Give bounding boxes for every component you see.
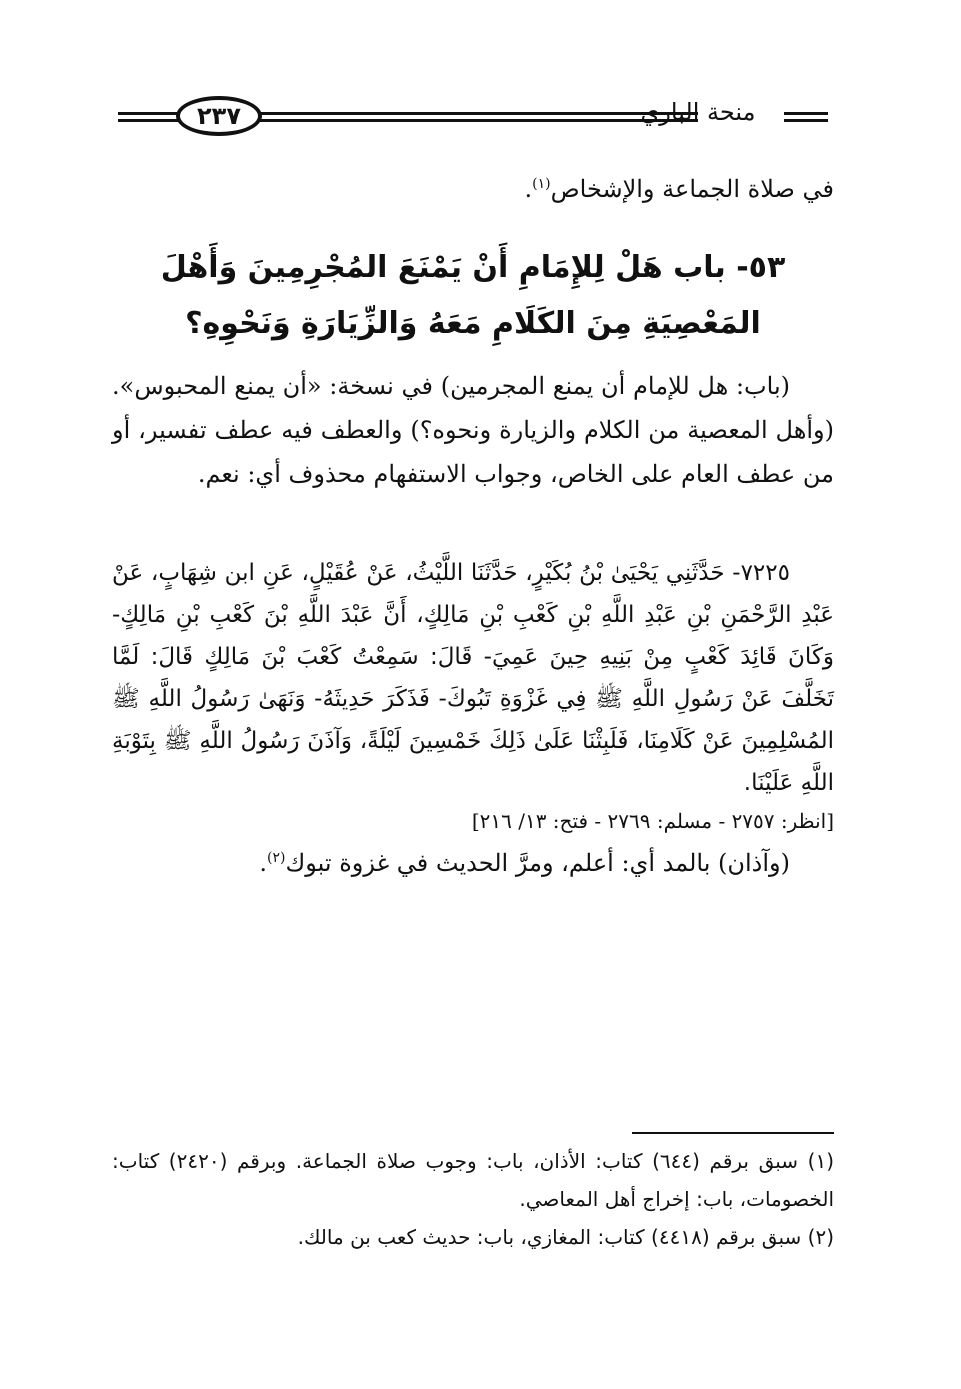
closing-end: . — [259, 849, 268, 877]
footnote-1: (١) سبق برقم (٦٤٤) كتاب: الأذان، باب: وجوب صلاة الجماعة. وبرقم (٢٤٢٠) كتاب: الخصومات، باب: إخراج أهل المعاصي. — [112, 1149, 834, 1211]
chapter-heading-block — [112, 240, 834, 352]
footnotes — [112, 1142, 834, 1256]
closing-paragraph — [112, 836, 834, 885]
hadith-block — [112, 552, 834, 838]
page-number: ٢٣٧ — [176, 96, 262, 136]
intro-text: في صلاة الجماعة والإشخاص — [550, 175, 834, 203]
intro-end: . — [524, 175, 533, 203]
hadith-reference: [انظر: ٢٧٥٧ - مسلم: ٢٧٦٩ - فتح: ١٣/ ٢١٦] — [471, 809, 834, 833]
footnote-divider — [632, 1132, 834, 1134]
footnote-2: (٢) سبق برقم (٤٤١٨) كتاب: المغازي، باب: حديث كعب بن مالك. — [297, 1225, 834, 1249]
header-rule-left — [118, 112, 178, 122]
chapter-heading: ٥٣- باب هَلْ لِلإِمَامِ أَنْ يَمْنَعَ المُجْرِمِينَ وَأَهْلَ المَعْصِيَةِ مِنَ الكَلَامِ مَعَهُ وَالزِّيَارَةِ وَنَحْوِهِ؟ — [160, 250, 786, 341]
footnote-marker-2: (٢) — [267, 850, 286, 866]
commentary-block — [112, 364, 834, 496]
hadith-text: ٧٢٢٥- حَدَّثَنِي يَحْيَىٰ بْنُ بُكَيْرٍ، حَدَّثَنَا اللَّيْثُ، عَنْ عُقَيْلٍ، عَنِ ابن شِهَابٍ، عَنْ عَبْدِ الرَّحْمَنِ بْنِ عَبْدِ اللَّهِ بْنِ كَعْبِ بْنِ مَالِكٍ، أَنَّ عَبْدَ اللَّهِ بْنَ كَعْبِ بْنِ مَالِكٍ- وَكَانَ قَائِدَ كَعْبٍ مِنْ بَنِيهِ حِينَ عَمِيَ- قَالَ: سَمِعْتُ كَعْبَ بْنَ مَالِكٍ قَالَ: لَمَّا تَخَلَّفَ عَنْ رَسُولِ اللَّهِ ﷺ فِي غَزْوَةِ تَبُوكَ- فَذَكَرَ حَدِيثَهُ- وَنَهَىٰ رَسُولُ اللَّهِ ﷺ المُسْلِمِينَ عَنْ كَلَامِنَا، فَلَبِثْنَا عَلَىٰ ذَلِكَ خَمْسِينَ لَيْلَةً، وَآذَنَ رَسُولُ اللَّهِ ﷺ بِتَوْبَةِ اللَّهِ عَلَيْنَا. — [112, 560, 834, 796]
footnote-marker-1: (١) — [532, 176, 551, 192]
header-rule-right — [784, 112, 828, 122]
intro-paragraph — [112, 162, 834, 211]
closing-text: (وآذان) بالمد أي: أعلم، ومرَّ الحديث في غزوة تبوك — [285, 849, 790, 877]
running-title: منحة الباري — [640, 98, 756, 126]
page-header — [118, 88, 828, 148]
commentary-text: (باب: هل للإمام أن يمنع المجرمين) في نسخة: «أن يمنع المحبوس». (وأهل المعصية من الكلام والزيارة ونحوه؟) والعطف فيه عطف تفسير، أو من عطف العام على الخاص، وجواب الاستفهام محذوف أي: نعم. — [112, 372, 834, 488]
